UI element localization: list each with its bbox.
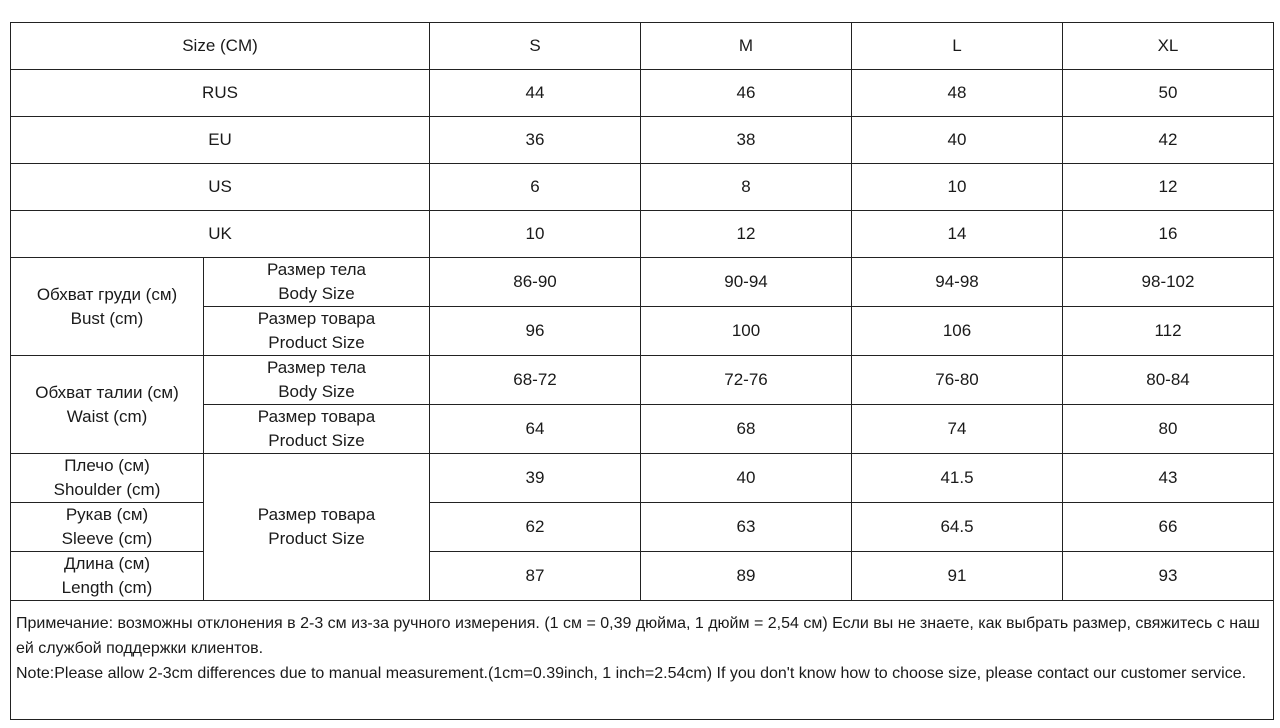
product-size-label-en: Product Size	[268, 529, 365, 548]
length-s-value: 87	[430, 552, 641, 601]
eu-m-value: 38	[641, 117, 852, 164]
waist-product-xl-value: 80	[1063, 405, 1274, 454]
uk-row	[11, 211, 1274, 258]
product-size-label-ru: Размер товара	[257, 505, 376, 524]
bust-product-m-value: 100	[641, 307, 852, 356]
size-xl-header: XL	[1063, 23, 1274, 70]
shoulder-s-value: 39	[430, 454, 641, 503]
rus-row	[11, 70, 1274, 117]
waist-body-row	[11, 356, 1274, 405]
sleeve-l-value: 64.5	[852, 503, 1063, 552]
bust-body-size-label	[204, 258, 430, 307]
sleeve-m-value: 63	[641, 503, 852, 552]
waist-product-size-label	[204, 405, 430, 454]
bust-body-s-value: 86-90	[430, 258, 641, 307]
waist-body-size-label	[204, 356, 430, 405]
uk-m-value: 12	[641, 211, 852, 258]
note-text-en: Note:Please allow 2-3cm differences due to manual measurement.(1cm=0.39inch, 1 inch=2.54cm) If you don't know how to choose size, please contact our customer service.	[16, 665, 1247, 682]
size-s-header: S	[430, 23, 641, 70]
eu-l-value: 40	[852, 117, 1063, 164]
uk-xl-value: 16	[1063, 211, 1274, 258]
bust-body-l-value: 94-98	[852, 258, 1063, 307]
body-size-label-ru: Размер тела	[266, 358, 366, 377]
product-size-merged-label	[204, 454, 430, 601]
length-m-value: 89	[641, 552, 852, 601]
eu-label: EU	[11, 117, 430, 164]
rus-label: RUS	[11, 70, 430, 117]
sleeve-xl-value: 66	[1063, 503, 1274, 552]
shoulder-row	[11, 454, 1274, 503]
waist-body-s-value: 68-72	[430, 356, 641, 405]
note-row	[11, 601, 1274, 720]
us-l-value: 10	[852, 164, 1063, 211]
bust-body-m-value: 90-94	[641, 258, 852, 307]
us-xl-value: 12	[1063, 164, 1274, 211]
waist-body-l-value: 76-80	[852, 356, 1063, 405]
measurement-note	[11, 601, 1274, 720]
uk-s-value: 10	[430, 211, 641, 258]
shoulder-l-value: 41.5	[852, 454, 1063, 503]
bust-label	[11, 258, 204, 356]
product-size-label-ru: Размер товара	[257, 407, 376, 426]
rus-xl-value: 50	[1063, 70, 1274, 117]
waist-label-ru: Обхват талии (см)	[35, 382, 179, 402]
waist-label	[11, 356, 204, 454]
bust-body-xl-value: 98-102	[1063, 258, 1274, 307]
header-row	[11, 23, 1274, 70]
shoulder-xl-value: 43	[1063, 454, 1274, 503]
rus-l-value: 48	[852, 70, 1063, 117]
length-label	[11, 552, 204, 601]
waist-body-m-value: 72-76	[641, 356, 852, 405]
product-size-label-en: Product Size	[268, 431, 365, 450]
bust-label-ru: Обхват груди (см)	[36, 284, 178, 304]
size-chart-table	[10, 22, 1274, 720]
bust-product-s-value: 96	[430, 307, 641, 356]
rus-m-value: 46	[641, 70, 852, 117]
rus-s-value: 44	[430, 70, 641, 117]
shoulder-label-ru: Плечо (см)	[64, 456, 150, 475]
bust-product-xl-value: 112	[1063, 307, 1274, 356]
bust-product-size-label	[204, 307, 430, 356]
sleeve-label-en: Sleeve (cm)	[61, 529, 153, 548]
sleeve-s-value: 62	[430, 503, 641, 552]
eu-s-value: 36	[430, 117, 641, 164]
waist-product-m-value: 68	[641, 405, 852, 454]
size-l-header: L	[852, 23, 1063, 70]
waist-product-l-value: 74	[852, 405, 1063, 454]
body-size-label-ru: Размер тела	[266, 260, 366, 279]
length-label-en: Length (cm)	[61, 578, 153, 597]
waist-product-s-value: 64	[430, 405, 641, 454]
product-size-label-ru: Размер товара	[257, 309, 376, 328]
bust-body-row	[11, 258, 1274, 307]
sleeve-label	[11, 503, 204, 552]
shoulder-m-value: 40	[641, 454, 852, 503]
us-s-value: 6	[430, 164, 641, 211]
uk-label: UK	[11, 211, 430, 258]
note-text-ru: Примечание: возможны отклонения в 2-3 см из-за ручного измерения. (1 см = 0,39 дюйма, 1 дюйм = 2,54 см) Если вы не знаете, как выбрать размер, свяжитесь с нашей службой поддержки клиентов.	[16, 615, 1260, 657]
size-header-label: Size (CM)	[11, 23, 430, 70]
us-label: US	[11, 164, 430, 211]
sleeve-row	[11, 503, 1274, 552]
uk-l-value: 14	[852, 211, 1063, 258]
us-m-value: 8	[641, 164, 852, 211]
length-xl-value: 93	[1063, 552, 1274, 601]
eu-row	[11, 117, 1274, 164]
sleeve-label-ru: Рукав (см)	[65, 505, 149, 524]
eu-xl-value: 42	[1063, 117, 1274, 164]
product-size-label-en: Product Size	[268, 333, 365, 352]
waist-body-xl-value: 80-84	[1063, 356, 1274, 405]
length-label-ru: Длина (см)	[63, 554, 150, 573]
body-size-label-en: Body Size	[278, 382, 355, 401]
shoulder-label	[11, 454, 204, 503]
bust-product-l-value: 106	[852, 307, 1063, 356]
shoulder-label-en: Shoulder (cm)	[53, 480, 161, 499]
size-m-header: M	[641, 23, 852, 70]
waist-label-en: Waist (cm)	[66, 406, 148, 426]
length-l-value: 91	[852, 552, 1063, 601]
bust-label-en: Bust (cm)	[70, 308, 144, 328]
length-row	[11, 552, 1274, 601]
body-size-label-en: Body Size	[278, 284, 355, 303]
us-row	[11, 164, 1274, 211]
